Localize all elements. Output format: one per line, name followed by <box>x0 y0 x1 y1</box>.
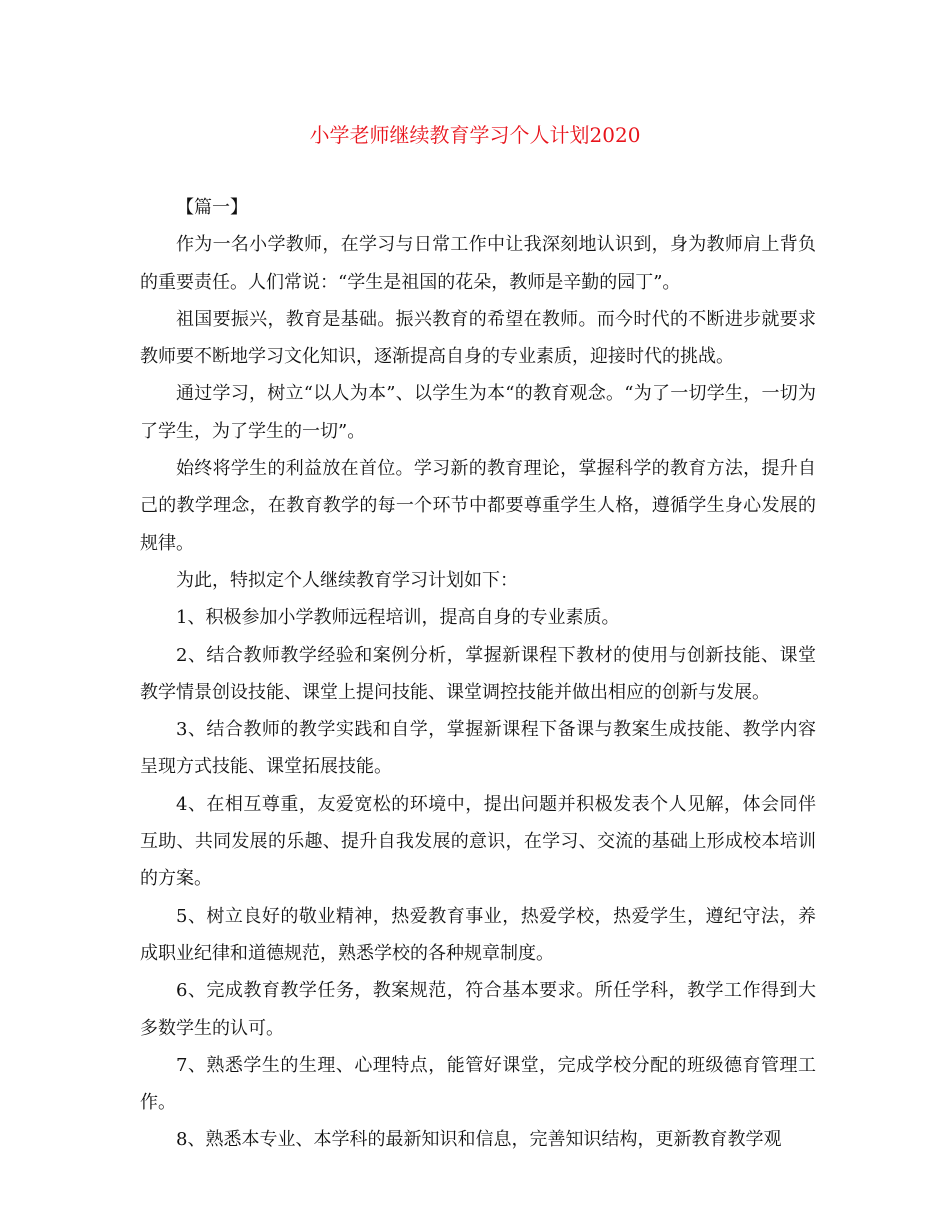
paragraph: 为此，特拟定个人继续教育学习计划如下： <box>176 569 518 591</box>
list-item: 6、完成教育教学任务，教案规范，符合基本要求。所任学科，教学工作得到大多数学生的认可。 <box>140 980 816 1039</box>
paragraph: 祖国要振兴，教育是基础。振兴教育的希望在教师。而今时代的不断进步就要求教师要不断地学习文化知识，逐渐提高自身的专业素质，迎接时代的挑战。 <box>140 308 816 368</box>
paragraph: 作为一名小学教师，在学习与日常工作中让我深刻地认识到，身为教师肩上背负的重要责任。人们常说：“学生是祖国的花朵，教师是辛勤的园丁”。 <box>140 234 816 293</box>
list-item: 4、在相互尊重，友爱宽松的环境中，提出问题并积极发表个人见解，体会同伴互助、共同发展的乐趣、提升自我发展的意识，在学习、交流的基础上形成校本培训的方案。 <box>140 793 816 890</box>
list-item: 1、积极参加小学教师远程培训，提高自身的专业素质。 <box>176 607 620 629</box>
list-item: 2、结合教师教学经验和案例分析，掌握新课程下教材的使用与创新技能、课堂教学情景创设技能、课堂上提问技能、课堂调控技能并做出相应的创新与发展。 <box>140 644 816 703</box>
section-heading: 【篇一】 <box>176 197 248 218</box>
list-item: 8、熟悉本专业、本学科的最新知识和信息，完善知识结构，更新教育教学观 <box>176 1129 782 1151</box>
document-title: 小学老师继续教育学习个人计划2020 <box>309 123 641 147</box>
list-item: 3、结合教师的教学实践和自学，掌握新课程下备课与教案生成技能、教学内容呈现方式技能、课堂拓展技能。 <box>140 719 816 778</box>
list-item: 7、熟悉学生的生理、心理特点，能管好课堂，完成学校分配的班级德育管理工作。 <box>140 1054 816 1114</box>
document-body <box>140 189 816 1159</box>
list-item: 5、树立良好的敬业精神，热爱教育事业，热爱学校，热爱学生，遵纪守法，养成职业纪律和道德规范，熟悉学校的各种规章制度。 <box>140 905 816 964</box>
paragraph: 始终将学生的利益放在首位。学习新的教育理论，掌握科学的教育方法，提升自己的教学理念，在教育教学的每一个环节中都要尊重学生人格，遵循学生身心发展的规律。 <box>140 458 816 554</box>
paragraph: 通过学习，树立“以人为本”、以学生为本“的教育观念。“为了一切学生，一切为了学生，为了学生的一切”。 <box>140 383 816 442</box>
